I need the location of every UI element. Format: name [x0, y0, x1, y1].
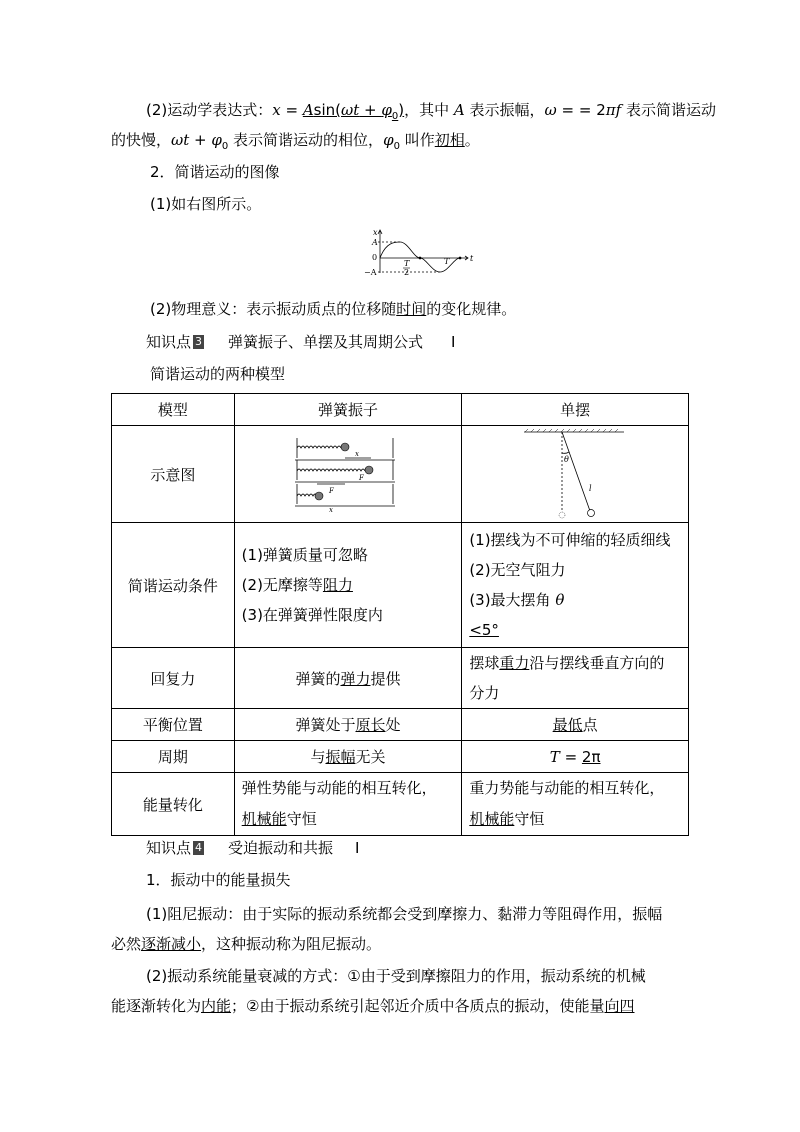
table-row: [112, 523, 689, 648]
text: 表示振幅，: [464, 101, 545, 119]
math: φ: [211, 131, 222, 149]
table-cell: [462, 709, 689, 741]
table-cell: [462, 773, 689, 836]
text: 振幅: [325, 748, 356, 766]
equilibrium-bob: [559, 512, 565, 518]
text: 守恒: [286, 810, 317, 828]
math: A: [302, 101, 314, 119]
table-row: [112, 741, 689, 773]
text: 提供: [370, 669, 401, 688]
period-label: T: [444, 257, 450, 266]
text: 弹力: [340, 669, 371, 688]
math: =: [280, 101, 303, 119]
text: 弹簧的: [295, 669, 341, 688]
text: ，其中: [404, 101, 454, 119]
text: 最低: [552, 716, 583, 734]
t-axis-label: t: [470, 254, 474, 263]
text: 。: [464, 131, 480, 149]
table-row: [112, 394, 689, 426]
text: 阻力: [322, 576, 353, 594]
row-label: 平衡位置: [112, 709, 235, 741]
math: +: [359, 101, 382, 119]
table-cell: [234, 648, 462, 709]
table-cell: [462, 523, 689, 648]
math: φ: [381, 101, 392, 119]
text: (2)物理意义：表示振动质点的位移随: [150, 300, 397, 318]
label-F: F: [328, 487, 334, 495]
math: x: [272, 101, 281, 119]
damped-vibration-line-1: (1)阻尼振动：由于实际的振动系统都会受到摩擦力、黏滞力等阻碍作用，振幅: [146, 905, 663, 923]
knowledge-point-3: [146, 332, 455, 352]
text: 的快慢，: [111, 131, 172, 149]
length-label: l: [589, 484, 592, 493]
table-cell: [462, 741, 689, 773]
table-cell: [234, 709, 462, 741]
text: (2)运动学表达式：: [146, 101, 273, 119]
column-header: 单摆: [462, 394, 689, 426]
angle-arc: [562, 452, 569, 453]
cell-line: 重力势能与动能的相互转化，: [469, 779, 665, 797]
kp-level: Ⅰ: [451, 333, 456, 351]
text: 表示简谐运动的相位，: [228, 131, 384, 149]
text: 点: [582, 716, 598, 734]
kp-title: 受迫振动和共振: [228, 839, 334, 857]
kp-label: 知识点: [146, 839, 192, 857]
table-cell: [234, 773, 462, 836]
spring-diagram-cell: [234, 426, 462, 523]
kp-label: 知识点: [146, 333, 192, 351]
cell-line: (1)摆线为不可伸缩的轻质细线: [469, 531, 671, 549]
text: 机械能: [241, 810, 287, 828]
text: 摆球: [469, 654, 500, 672]
math: = = 2: [556, 101, 606, 119]
negative-amplitude-label: −A: [364, 268, 377, 277]
section-2-heading: 2．简谐运动的图像: [150, 163, 280, 181]
math: 0: [221, 141, 229, 152]
mass-ball: [341, 443, 349, 451]
text: 叫作: [399, 131, 435, 149]
cell-line: [242, 804, 462, 835]
half-period-point: [419, 257, 422, 260]
cell-line: (1)弹簧质量可忽略: [241, 546, 368, 564]
text: 表示简谐运动: [621, 101, 716, 119]
section-2-item-1: (1)如右图所示。: [150, 195, 262, 213]
text: (2)无摩擦等: [241, 576, 323, 594]
energy-loss-line-2: [111, 996, 635, 1016]
math: ωt: [171, 131, 190, 149]
cell-line: [469, 585, 688, 615]
expression-line-1: [146, 100, 716, 127]
math: T: [549, 747, 560, 766]
half-period-label: T: [404, 259, 410, 268]
spring-coil: [297, 446, 341, 448]
kp-number-badge: 4: [195, 841, 203, 854]
math: sin(: [313, 101, 342, 119]
table-row: [112, 773, 689, 836]
text: 与: [310, 748, 326, 766]
text: ；②由于振动系统引起邻近介质中各质点的振动，使能量: [231, 997, 605, 1015]
cell-line: [469, 648, 688, 678]
table-row: [112, 709, 689, 741]
pendulum-diagram: [520, 429, 630, 519]
row-label: 周期: [112, 741, 235, 773]
text: 向四: [604, 997, 635, 1015]
text: 重力: [499, 654, 530, 672]
text: ，这种振动称为阻尼振动。: [201, 935, 382, 953]
text: 能逐渐转化为: [111, 997, 202, 1015]
math: +: [189, 131, 212, 149]
kp-title: 弹簧振子、单摆及其周期公式: [228, 333, 424, 351]
pendulum-diagram-cell: [462, 426, 689, 523]
column-header: 弹簧振子: [234, 394, 462, 426]
cell-line: (3)在弹簧弹性限度内: [241, 606, 383, 624]
text: 守恒: [514, 810, 545, 828]
text: 机械能: [469, 810, 515, 828]
text: 的变化规律。: [426, 300, 517, 318]
table-cell: [234, 523, 462, 648]
spring-oscillator-diagram: [293, 436, 403, 512]
row-label: 简谐运动条件: [112, 523, 235, 648]
table-cell: [462, 648, 689, 709]
text: 弹簧处于: [295, 716, 356, 734]
text: 逐渐减小: [141, 935, 202, 953]
row-label: 回复力: [112, 648, 235, 709]
pendulum-string: [562, 432, 590, 511]
math: ωt: [341, 101, 360, 119]
mass-ball: [365, 466, 373, 474]
math: πf: [605, 101, 622, 119]
math: =: [559, 747, 582, 766]
text: 内能: [201, 997, 232, 1015]
expression-line-2: [111, 130, 480, 157]
math: ω: [544, 101, 557, 119]
label-F: F: [358, 474, 364, 482]
models-table: [111, 393, 689, 836]
cell-line: 分力: [469, 684, 500, 702]
spring-coil: [297, 469, 365, 471]
pendulum-bob: [588, 510, 595, 517]
row-label: 示意图: [112, 426, 235, 523]
math: 0: [391, 111, 399, 122]
kp-number-badge: 3: [195, 335, 203, 348]
math: φ: [383, 131, 394, 149]
cell-line: <5°: [469, 621, 499, 639]
text: 无关: [355, 748, 386, 766]
amplitude-label: A: [372, 238, 378, 247]
row-label: 能量转化: [112, 773, 235, 836]
text: (3)最大摆角: [469, 591, 556, 609]
half-period-denominator: 2: [404, 268, 410, 277]
cell-line: [242, 570, 462, 600]
k4-section-1: 1．振动中的能量损失: [146, 871, 291, 889]
damped-vibration-line-2: [111, 934, 381, 954]
math: 2π: [581, 747, 601, 766]
mass-ball: [315, 492, 323, 500]
knowledge-point-4: [146, 838, 359, 858]
knowledge-point-3-subtitle: 简谐运动的两种模型: [150, 365, 286, 383]
text: 初相: [434, 131, 465, 149]
table-row: [112, 648, 689, 709]
text: 必然: [111, 935, 142, 953]
spring-coil: [297, 494, 317, 496]
period-point: [459, 257, 462, 260]
label-x: x: [328, 506, 333, 512]
cell-line: [469, 804, 688, 835]
cell-line: (2)无空气阻力: [469, 561, 566, 579]
section-2-item-2: [150, 299, 516, 319]
energy-loss-line-1: (2)振动系统能量衰减的方式：①由于受到摩擦阻力的作用，振动系统的机械: [146, 967, 646, 985]
math: A: [453, 101, 465, 119]
cell-line: 弹性势能与动能的相互转化，: [241, 779, 437, 797]
text: 时间: [396, 300, 427, 318]
origin-label: 0: [372, 253, 378, 262]
x-axis-label: x: [373, 228, 378, 237]
theta-label: θ: [564, 455, 569, 464]
kp-level: Ⅰ: [355, 839, 360, 857]
table-cell: [234, 741, 462, 773]
text: 沿与摆线垂直方向的: [529, 654, 665, 672]
text: 原长: [355, 716, 386, 734]
math: θ: [555, 591, 565, 609]
math: 0: [393, 141, 400, 152]
label-x: x: [354, 450, 359, 458]
column-header: 模型: [112, 394, 235, 426]
math: ): [398, 101, 405, 119]
text: 处: [385, 716, 401, 734]
sine-graph: [364, 228, 476, 278]
table-row: [112, 426, 689, 523]
